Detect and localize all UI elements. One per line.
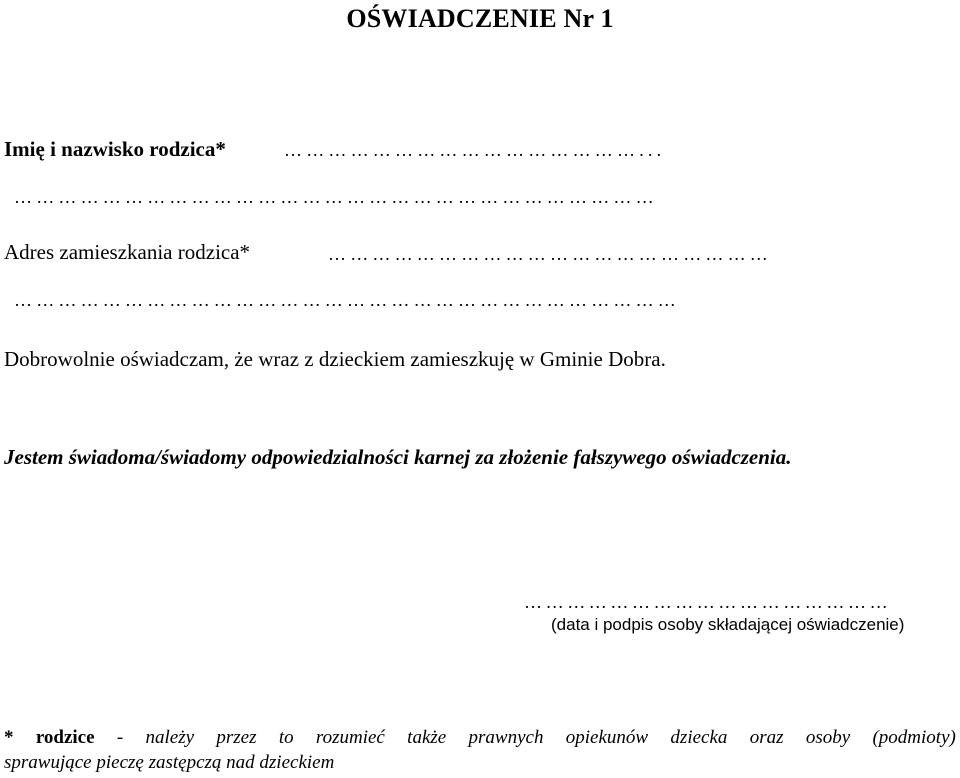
footnote-word: dziecka	[670, 727, 728, 748]
parent-name-dots-line-2: ……………………………………………………………………………	[14, 187, 658, 207]
footnote-word: opiekunów	[565, 727, 649, 748]
footnote-word: prawnych	[468, 727, 544, 748]
footnote-word: osoby	[805, 727, 851, 748]
footnote-word: rozumieć	[315, 727, 385, 748]
footnote-star: *	[4, 727, 14, 748]
footnote-word: to	[278, 727, 294, 748]
signature-caption: (data i podpis osoby składającej oświadczenie)	[551, 615, 905, 634]
residence-statement: Dobrowolnie oświadczam, że wraz z dzieckiem zamieszkuję w Gminie Dobra.	[4, 347, 666, 371]
document-title: OŚWIADCZENIE Nr 1	[346, 4, 614, 33]
address-dots-line-1: ……………………………………………………	[328, 244, 772, 264]
parent-name-dots-line-1: …………………………………………...	[284, 140, 666, 160]
footnote-word: oraz	[749, 727, 784, 748]
footnote-word: przez	[216, 727, 257, 748]
liability-statement: Jestem świadoma/świadomy odpowiedzialności karnej za złożenie fałszywego oświadczenia.	[4, 445, 792, 469]
footnote-word: (podmioty)	[872, 727, 956, 748]
footnote-line-2: sprawujące pieczę zastępczą nad dzieckiem	[4, 752, 335, 773]
parent-name-label: Imię i nazwisko rodzica*	[4, 137, 226, 161]
address-dots-line-2: ………………………………………………………………………………	[14, 290, 680, 310]
footnote-word: także	[407, 727, 447, 748]
signature-dots-line: ……………………………………………	[524, 592, 892, 612]
footnote-word: należy	[145, 727, 195, 748]
footnote-term: rodzice	[35, 727, 95, 748]
footnote-line-1	[4, 727, 956, 749]
address-label: Adres zamieszkania rodzica*	[4, 240, 251, 264]
footnote-word: -	[116, 727, 124, 748]
